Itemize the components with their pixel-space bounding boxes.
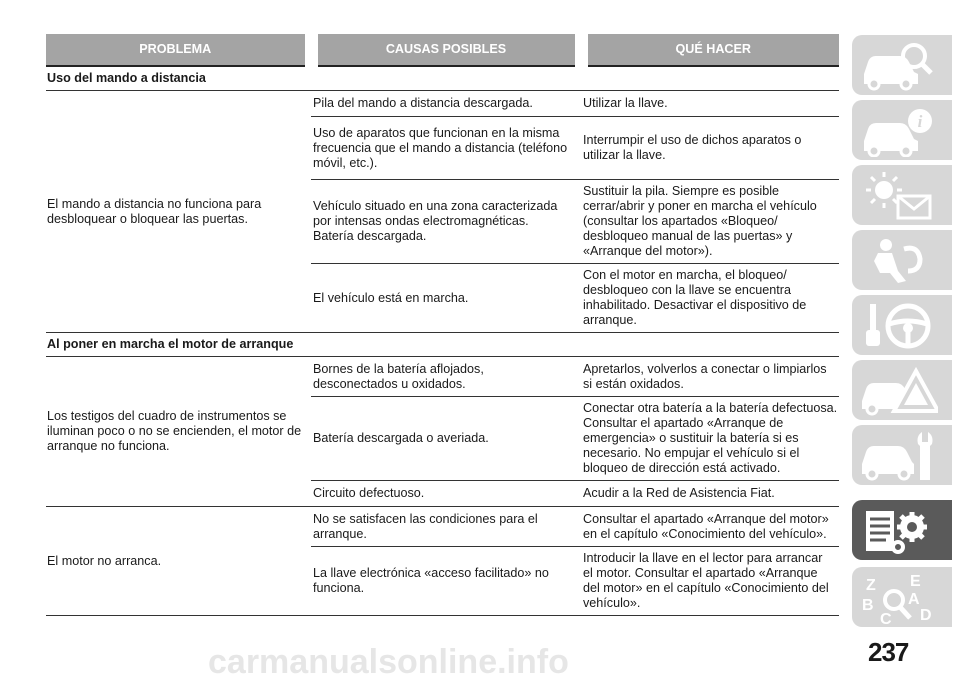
cause-cell: El vehículo está en marcha. (311, 264, 581, 333)
header-actions: QUÉ HACER (581, 34, 839, 66)
car-info-icon (858, 105, 938, 157)
watermark: carmanualsonline.info (208, 643, 569, 681)
index-letter: Z (866, 577, 876, 594)
action-cell: Interrumpir el uso de dichos aparatos o utilizar la llave. (581, 117, 839, 180)
section-title: Uso del mando a distancia (46, 66, 839, 91)
tab-safety[interactable] (852, 230, 952, 290)
problem-cell: El mando a distancia no funciona para desbloquear o bloquear las puertas. (46, 91, 311, 333)
section-title-row (46, 66, 839, 91)
cause-cell: Batería descargada o averiada. (311, 397, 581, 481)
tab-car-search[interactable] (852, 35, 952, 95)
tab-maintenance[interactable] (852, 425, 952, 485)
table-row (46, 507, 839, 547)
table-header-row (46, 34, 839, 66)
table-row (46, 91, 839, 117)
section-title-row (46, 333, 839, 357)
warning-light-envelope-icon (858, 170, 938, 222)
action-cell: Con el motor en marcha, el bloqueo/ desbloqueo con la llave se encuentra inhabilitado. Desactivar el dispositivo de arranque. (581, 264, 839, 333)
chapter-tab-sidebar (852, 35, 960, 635)
cause-cell: Circuito defectuoso. (311, 481, 581, 507)
header-problem: PROBLEMA (46, 34, 311, 66)
problem-cell: El motor no arranca. (46, 507, 311, 616)
action-cell: Introducir la llave en el lector para arrancar el motor. Consultar el apartado «Arranque del motor» en el capítulo «Conocimiento del vehículo». (581, 547, 839, 616)
action-cell: Consultar el apartado «Arranque del motor» en el capítulo «Conocimiento del vehículo». (581, 507, 839, 547)
action-cell: Sustituir la pila. Siempre es posible cerrar/abrir y poner en marcha el vehículo (consultar los apartados «Bloqueo/ desbloqueo manual de las puertas» y «Arranque del motor»). (581, 180, 839, 264)
table-row (46, 357, 839, 397)
troubleshooting-table-container (46, 34, 839, 616)
cause-cell: Bornes de la batería aflojados, desconectados u oxidados. (311, 357, 581, 397)
index-letter: C (880, 611, 892, 628)
car-warning-triangle-icon (858, 365, 938, 417)
index-letter: B (862, 597, 874, 614)
alphabet-index-icon (858, 572, 938, 632)
action-cell: Conectar otra batería a la batería defectuosa. Consultar el apartado «Arranque de emergencia» o sustituir la batería si es necesario. No empujar el vehículo si el bloqueo de dirección está activado. (581, 397, 839, 481)
key-steering-wheel-icon (858, 300, 938, 352)
tab-technical-data[interactable] (852, 500, 952, 560)
action-cell: Acudir a la Red de Asistencia Fiat. (581, 481, 839, 507)
cause-cell: Pila del mando a distancia descargada. (311, 91, 581, 117)
index-letter: E (910, 573, 921, 590)
tab-starting-driving[interactable] (852, 295, 952, 355)
car-wrench-icon (858, 430, 938, 482)
tab-warning-lights[interactable] (852, 165, 952, 225)
tab-car-info[interactable] (852, 100, 952, 160)
index-letter: A (908, 591, 920, 608)
car-search-icon (858, 40, 938, 92)
cause-cell: La llave electrónica «acceso facilitado» no funciona. (311, 547, 581, 616)
section-title: Al poner en marcha el motor de arranque (46, 333, 839, 357)
checklist-gear-icon (858, 505, 938, 557)
svg-text:i: i (917, 112, 923, 131)
troubleshooting-table (46, 34, 839, 616)
problem-cell: Los testigos del cuadro de instrumentos se iluminan poco o no se encienden, el motor de arranque no funciona. (46, 357, 311, 507)
tab-index[interactable] (852, 567, 952, 627)
header-causes: CAUSAS POSIBLES (311, 34, 581, 66)
airbag-person-icon (858, 235, 938, 287)
cause-cell: Uso de aparatos que funcionan en la misma frecuencia que el mando a distancia (teléfono móvil, etc.). (311, 117, 581, 180)
tab-emergency[interactable] (852, 360, 952, 420)
page-number: 237 (868, 637, 909, 667)
action-cell: Utilizar la llave. (581, 91, 839, 117)
index-letter: D (920, 607, 932, 624)
action-cell: Apretarlos, volverlos a conectar o limpiarlos si están oxidados. (581, 357, 839, 397)
cause-cell: No se satisfacen las condiciones para el arranque. (311, 507, 581, 547)
cause-cell: Vehículo situado en una zona caracterizada por intensas ondas electromagnéticas. Batería descargada. (311, 180, 581, 264)
